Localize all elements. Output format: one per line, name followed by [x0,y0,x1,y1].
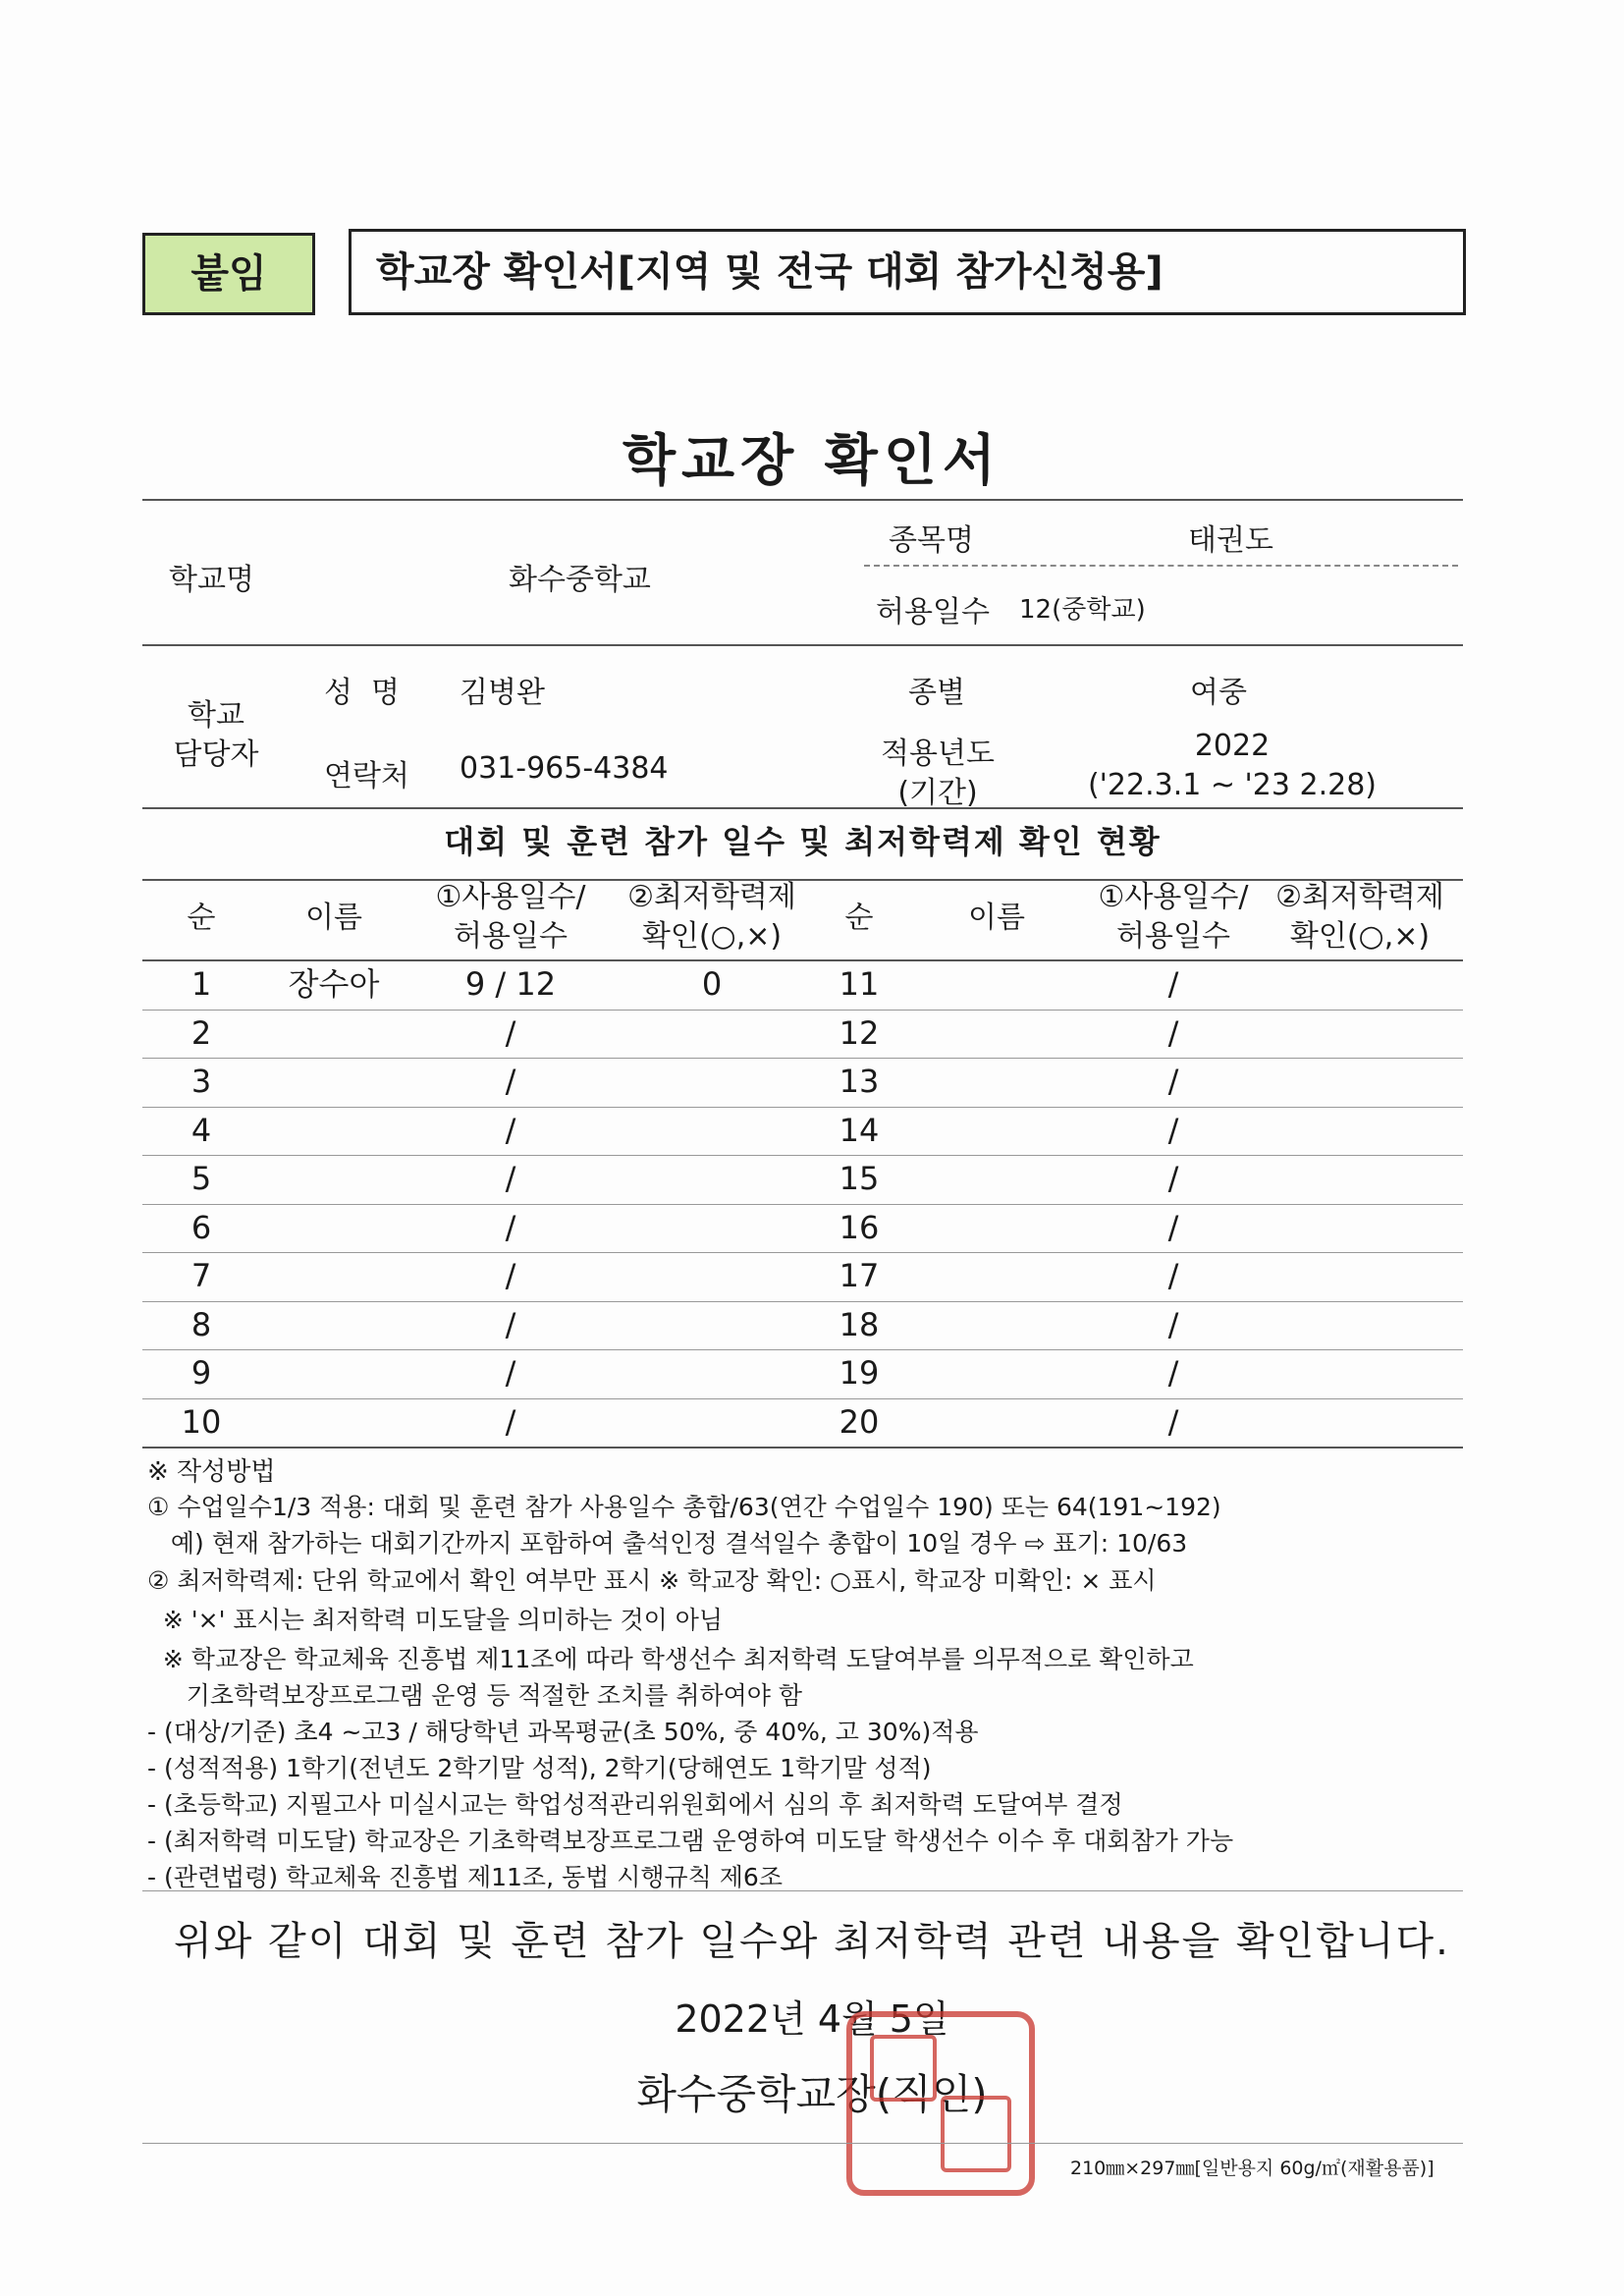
student-name [913,1058,1080,1105]
row-number: 8 [190,1305,212,1343]
official-seal [846,2011,1035,2196]
row-number: 19 [839,1354,880,1392]
days-used: / [505,1257,516,1294]
student-name [913,1349,1080,1396]
note-line: - (관련법령) 학교체육 진흥법 제11조, 동법 시행규칙 제6조 [147,1863,783,1891]
min-achievement-check [1257,1398,1463,1446]
days-used: / [505,1354,516,1392]
signer: 화수중학교장(직인) [636,2070,988,2118]
col-days: 허용일수 [454,919,568,954]
student-name [913,1252,1080,1299]
days-used: / [1167,1013,1179,1052]
days-used: / [505,1208,516,1246]
sport-label: 종목명 [889,523,974,558]
min-achievement-check [1257,1010,1463,1057]
student-name [255,1155,412,1202]
contact-phone: 031-965-4384 [460,751,669,786]
row-number: 16 [839,1208,880,1246]
min-achievement-check [604,1349,820,1396]
contact-label: 담당자 [173,738,259,772]
days-used: / [505,1305,516,1343]
min-achievement-check [604,1107,820,1154]
note-line: ※ 학교장은 학교체육 진흥법 제11조에 따라 학생선수 최저학력 도달여부를 의무적으로 확인하고 [147,1645,1194,1673]
student-name [255,1058,412,1105]
row-number: 11 [839,965,880,1003]
apply-period: ('22.3.1 ~ '23 2.28) [1087,768,1378,802]
col-no: 순 [187,901,216,935]
contact-label: 학교 [188,698,244,733]
divider [142,499,1463,501]
phone-label: 연락처 [324,759,409,793]
min-achievement-check [1257,960,1463,1008]
apply-year-label: 적용년도 [881,737,995,771]
min-achievement-check [1257,1301,1463,1348]
student-name [913,1398,1080,1446]
allowed-days-label: 허용일수 [876,595,990,629]
category-label: 종별 [908,676,965,710]
row-number: 20 [839,1402,880,1441]
note-line: - (초등학교) 지필고사 미실시교는 학업성적관리위원회에서 심의 후 최저학력 도달여부 결정 [147,1790,1123,1819]
attachment-badge: 붙임 [142,233,315,315]
col-no: 순 [844,901,874,935]
min-achievement-check [1257,1058,1463,1105]
min-achievement-check [1257,1107,1463,1154]
note-line: ※ 작성방법 [147,1457,276,1487]
student-name [255,1301,412,1348]
col-confirm: ②최저학력제 [1275,880,1444,914]
student-name [255,1252,412,1299]
col-name: 이름 [305,901,362,935]
divider [142,1447,1463,1449]
note-line: ※ '×' 표시는 최저학력 미도달을 의미하는 것이 아님 [147,1606,724,1634]
student-name [913,1107,1080,1154]
student-name [913,1301,1080,1348]
student-name [255,1107,412,1154]
student-name [255,1349,412,1396]
days-used: / [1167,1063,1179,1100]
col-confirm: ②최저학력제 [627,880,796,914]
note-line: ② 최저학력제: 단위 학교에서 확인 여부만 표시 ※ 학교장 확인: ○표시, 학교장 미확인: × 표시 [147,1566,1157,1595]
row-number: 17 [839,1257,880,1294]
days-used: / [1167,1160,1179,1197]
row-number: 4 [190,1111,212,1149]
confirmation-statement: 위와 같이 대회 및 훈련 참가 일수와 최저학력 관련 내용을 확인합니다. [174,1919,1450,1964]
note-line: - (대상/기준) 초4 ~고3 / 해당학년 과목평균(초 50%, 중 40%, 고 30%)적용 [147,1718,979,1746]
row-number: 13 [839,1063,880,1100]
min-achievement-check [1257,1155,1463,1202]
note-line: - (최저학력 미도달) 학교장은 기초학력보장프로그램 운영하여 미도달 학생선수 이수 후 대회참가 가능 [147,1827,1234,1855]
days-used: / [1167,1208,1179,1246]
days-used: / [1167,1257,1179,1294]
divider [142,644,1463,646]
section-title: 대회 및 훈련 참가 일수 및 최저학력제 확인 현황 [444,823,1162,860]
col-days: ①사용일수/ [435,880,586,914]
row-number: 7 [190,1257,212,1294]
issue-date: 2022년 4월 5일 [675,1997,949,2041]
apply-year: 2022 [1194,729,1271,763]
category-value: 여중 [1190,676,1247,710]
student-name [255,1398,412,1446]
student-name [913,1010,1080,1057]
student-name [255,1204,412,1251]
col-days: 허용일수 [1116,919,1230,954]
sport-value: 태권도 [1188,523,1273,558]
row-number: 3 [190,1063,212,1100]
divider [142,2143,1463,2144]
note-line: 예) 현재 참가하는 대회기간까지 포함하여 출석인정 결석일수 총합이 10일 경우 ⇨ 표기: 10/63 [147,1529,1188,1558]
min-achievement-check [604,1398,820,1446]
document-title: 학교장 확인서 [622,429,1002,493]
col-name: 이름 [968,901,1025,935]
row-number: 14 [839,1111,880,1149]
min-achievement-check [604,1301,820,1348]
days-used: / [1167,965,1179,1003]
note-line: 기초학력보장프로그램 운영 등 적절한 조치를 취하여야 함 [147,1681,803,1710]
divider [142,807,1463,809]
row-number: 18 [839,1305,880,1343]
days-used: / [505,1063,516,1100]
days-used: / [1167,1305,1179,1343]
min-achievement-check [604,1058,820,1105]
min-achievement-check: 0 [701,965,723,1003]
col-confirm: 확인(○,×) [641,919,783,954]
col-days: ①사용일수/ [1098,880,1249,914]
row-number: 15 [839,1160,880,1197]
row-number: 10 [181,1402,222,1441]
days-used: / [1167,1354,1179,1392]
min-achievement-check [604,1204,820,1251]
header-title: 학교장 확인서[지역 및 전국 대회 참가신청용] [349,229,1466,315]
student-name [913,960,1080,1008]
min-achievement-check [1257,1252,1463,1299]
student-name [913,1155,1080,1202]
min-achievement-check [1257,1204,1463,1251]
row-number: 6 [190,1208,212,1246]
min-achievement-check [604,1155,820,1202]
student-name [913,1204,1080,1251]
min-achievement-check [1257,1349,1463,1396]
days-used: / [505,1160,516,1197]
days-used: / [1167,1402,1179,1441]
days-used: / [505,1402,516,1441]
days-used: / [505,1013,516,1052]
min-achievement-check [604,1010,820,1057]
school-name: 화수중학교 [509,563,651,597]
row-number: 1 [190,965,212,1003]
note-line: - (성적적용) 1학기(전년도 2학기말 성적), 2학기(당해연도 1학기말 성적) [147,1754,932,1782]
col-confirm: 확인(○,×) [1289,919,1431,954]
note-line: ① 수업일수1/3 적용: 대회 및 훈련 참가 사용일수 총합/63(연간 수업일수 190) 또는 64(191~192) [147,1493,1221,1521]
paper-spec-footer: 210㎜×297㎜[일반용지 60g/㎡(재활용품)] [1070,2158,1435,2179]
row-number: 2 [190,1013,212,1052]
apply-year-label: (기간) [897,776,978,810]
row-number: 9 [190,1354,212,1392]
divider [864,565,1458,567]
min-achievement-check [604,1252,820,1299]
days-used: / [505,1111,516,1149]
days-used: / [1167,1111,1179,1149]
row-number: 12 [839,1013,880,1052]
allowed-days-value: 12(중학교) [1019,595,1146,625]
days-used: 9 / 12 [464,965,557,1003]
school-label: 학교명 [169,563,254,597]
divider [142,1890,1463,1891]
row-number: 5 [190,1160,212,1197]
student-name [255,1010,412,1057]
student-name: 장수아 [288,965,380,1003]
name-label: 성 명 [324,676,401,710]
contact-name: 김병완 [460,676,545,710]
